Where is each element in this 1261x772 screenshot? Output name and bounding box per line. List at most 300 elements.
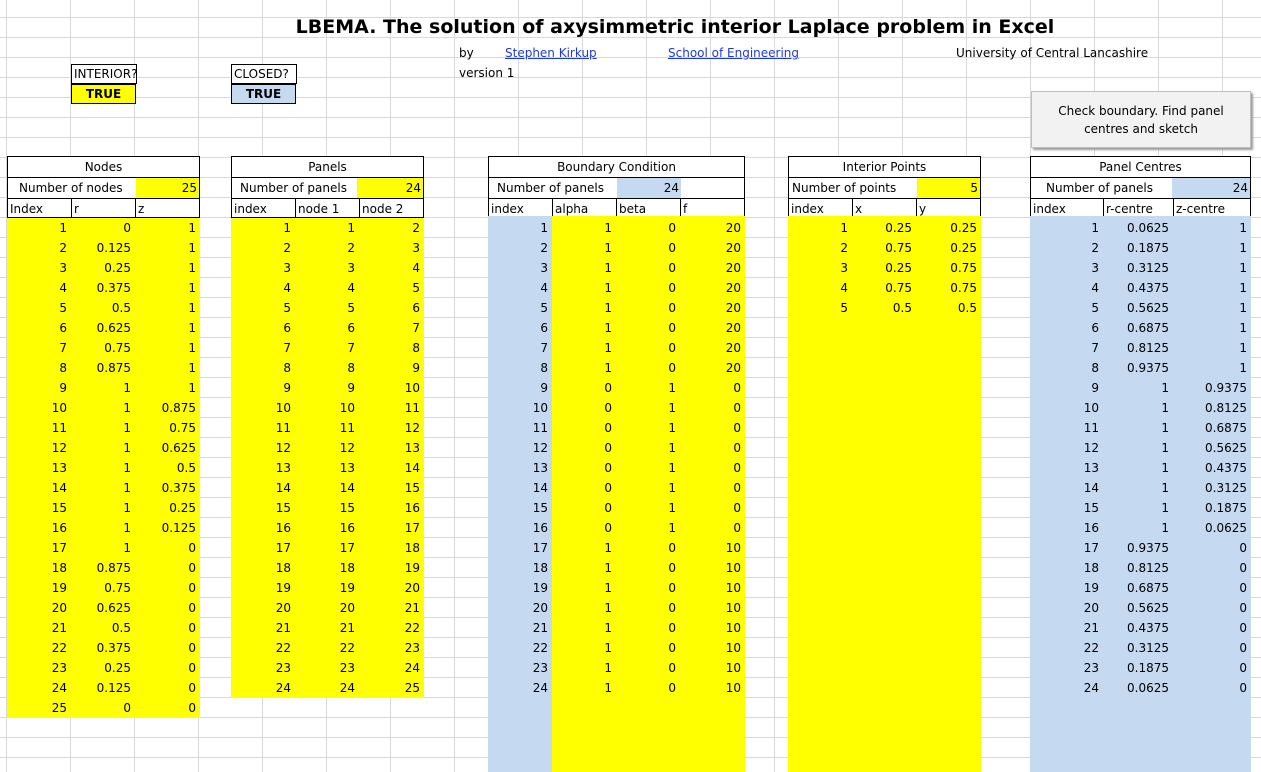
table-cell[interactable]: 3	[231, 258, 295, 278]
table-cell[interactable]: 3	[488, 258, 552, 278]
table-cell[interactable]: 0.6875	[1103, 578, 1173, 598]
table-cell[interactable]: 0	[680, 418, 745, 438]
table-cell[interactable]: 1	[552, 358, 616, 378]
table-cell[interactable]: 0	[616, 638, 680, 658]
table-cell[interactable]: 1	[135, 238, 200, 258]
table-cell[interactable]: 19	[488, 578, 552, 598]
table-cell[interactable]: 0	[135, 578, 200, 598]
table-cell[interactable]: 15	[1030, 498, 1103, 518]
table-cell[interactable]: 1	[552, 598, 616, 618]
table-cell[interactable]: 0	[680, 378, 745, 398]
check-boundary-button[interactable]	[1031, 91, 1251, 148]
table-cell[interactable]: 1	[1103, 498, 1173, 518]
table-cell[interactable]: 1	[1103, 398, 1173, 418]
table-cell[interactable]: 22	[7, 638, 71, 658]
table-cell[interactable]: 1	[1173, 358, 1251, 378]
table-cell[interactable]: 0	[680, 458, 745, 478]
table-cell[interactable]: 0	[552, 378, 616, 398]
table-cell[interactable]: 0.0625	[1103, 218, 1173, 238]
table-cell[interactable]: 1	[552, 338, 616, 358]
table-cell[interactable]: 8	[295, 358, 359, 378]
table-cell[interactable]: 2	[1030, 238, 1103, 258]
table-cell[interactable]: 1	[616, 438, 680, 458]
table-cell[interactable]: 0	[1173, 618, 1251, 638]
table-cell[interactable]: 9	[359, 358, 424, 378]
table-cell[interactable]: 10	[359, 378, 424, 398]
table-cell[interactable]: 0.875	[135, 398, 200, 418]
table-cell[interactable]: 1	[552, 578, 616, 598]
table-cell[interactable]: 6	[359, 298, 424, 318]
table-cell[interactable]: 1	[1173, 238, 1251, 258]
table-cell[interactable]: 24	[488, 678, 552, 698]
table-cell[interactable]: 21	[1030, 618, 1103, 638]
table-cell[interactable]: 1	[135, 298, 200, 318]
table-cell[interactable]: 24	[1030, 678, 1103, 698]
table-cell[interactable]: 3	[295, 258, 359, 278]
table-cell[interactable]: 0	[616, 218, 680, 238]
table-cell[interactable]: 10	[680, 678, 745, 698]
table-cell[interactable]: 0	[135, 658, 200, 678]
table-cell[interactable]: 20	[488, 598, 552, 618]
table-cell[interactable]: 24	[7, 678, 71, 698]
table-cell[interactable]: 0.0625	[1103, 678, 1173, 698]
table-cell[interactable]: 15	[7, 498, 71, 518]
table-cell[interactable]: 0.5	[135, 458, 200, 478]
table-cell[interactable]: 0	[680, 438, 745, 458]
table-cell[interactable]: 0.9375	[1103, 538, 1173, 558]
table-cell[interactable]: 0.1875	[1173, 498, 1251, 518]
table-cell[interactable]: 10	[680, 598, 745, 618]
table-cell[interactable]: 0	[616, 618, 680, 638]
table-cell[interactable]: 22	[488, 638, 552, 658]
table-cell[interactable]: 1	[71, 438, 135, 458]
table-cell[interactable]: 0.125	[135, 518, 200, 538]
table-cell[interactable]: 22	[1030, 638, 1103, 658]
table-cell[interactable]: 9	[488, 378, 552, 398]
table-cell[interactable]: 20	[680, 318, 745, 338]
table-cell[interactable]: 1	[295, 218, 359, 238]
table-cell[interactable]: 1	[71, 498, 135, 518]
table-cell[interactable]: 1	[1103, 518, 1173, 538]
table-cell[interactable]: 0.25	[916, 218, 981, 238]
table-cell[interactable]: 0.5	[852, 298, 916, 318]
table-cell[interactable]: 0	[616, 538, 680, 558]
table-cell[interactable]: 0.625	[135, 438, 200, 458]
table-cell[interactable]: 11	[488, 418, 552, 438]
table-cell[interactable]: 20	[680, 278, 745, 298]
table-cell[interactable]: 19	[359, 558, 424, 578]
table-cell[interactable]: 8	[7, 358, 71, 378]
table-cell[interactable]: 11	[7, 418, 71, 438]
table-cell[interactable]: 1	[1030, 218, 1103, 238]
table-cell[interactable]: 0.8125	[1103, 338, 1173, 358]
table-cell[interactable]: 5	[231, 298, 295, 318]
table-cell[interactable]: 1	[135, 338, 200, 358]
table-cell[interactable]: 15	[295, 498, 359, 518]
table-cell[interactable]: 16	[7, 518, 71, 538]
table-cell[interactable]: 1	[616, 498, 680, 518]
table-cell[interactable]: 18	[359, 538, 424, 558]
table-cell[interactable]: 17	[1030, 538, 1103, 558]
table-cell[interactable]: 20	[680, 338, 745, 358]
table-cell[interactable]: 20	[7, 598, 71, 618]
table-cell[interactable]: 1	[71, 418, 135, 438]
table-cell[interactable]: 23	[295, 658, 359, 678]
table-cell[interactable]: 20	[680, 358, 745, 378]
table-cell[interactable]: 1	[552, 238, 616, 258]
table-cell[interactable]: 8	[359, 338, 424, 358]
table-cell[interactable]: 0.75	[852, 278, 916, 298]
table-cell[interactable]: 10	[680, 638, 745, 658]
table-cell[interactable]: 1	[616, 458, 680, 478]
table-cell[interactable]: 23	[1030, 658, 1103, 678]
table-cell[interactable]: 22	[231, 638, 295, 658]
author-link[interactable]: Stephen Kirkup	[505, 46, 597, 60]
table-cell[interactable]: 2	[359, 218, 424, 238]
table-cell[interactable]: 12	[359, 418, 424, 438]
table-cell[interactable]: 10	[680, 658, 745, 678]
table-cell[interactable]: 0.9375	[1173, 378, 1251, 398]
table-cell[interactable]: 4	[488, 278, 552, 298]
table-cell[interactable]: 24	[231, 678, 295, 698]
table-cell[interactable]: 0.5625	[1103, 598, 1173, 618]
table-cell[interactable]: 10	[295, 398, 359, 418]
table-cell[interactable]: 20	[680, 218, 745, 238]
table-cell[interactable]: 0	[552, 398, 616, 418]
table-cell[interactable]: 5	[295, 298, 359, 318]
table-cell[interactable]: 25	[7, 698, 71, 718]
table-cell[interactable]: 21	[231, 618, 295, 638]
table-cell[interactable]: 14	[488, 478, 552, 498]
table-cell[interactable]: 6	[488, 318, 552, 338]
table-cell[interactable]: 0.8125	[1103, 558, 1173, 578]
table-cell[interactable]: 0.1875	[1103, 658, 1173, 678]
panels-count-cell[interactable]: 24	[357, 178, 423, 198]
table-cell[interactable]: 4	[359, 258, 424, 278]
table-cell[interactable]: 1	[488, 218, 552, 238]
table-cell[interactable]: 9	[295, 378, 359, 398]
table-cell[interactable]: 0.875	[71, 358, 135, 378]
table-cell[interactable]: 5	[488, 298, 552, 318]
table-cell[interactable]: 7	[231, 338, 295, 358]
table-cell[interactable]: 21	[7, 618, 71, 638]
table-cell[interactable]: 3	[788, 258, 852, 278]
table-cell[interactable]: 9	[7, 378, 71, 398]
table-cell[interactable]: 0	[616, 558, 680, 578]
interior-points-count-cell[interactable]: 5	[917, 178, 980, 198]
table-cell[interactable]: 13	[359, 438, 424, 458]
table-cell[interactable]: 2	[231, 238, 295, 258]
table-cell[interactable]: 12	[488, 438, 552, 458]
table-cell[interactable]: 0	[680, 518, 745, 538]
interior-value-cell[interactable]: TRUE	[71, 84, 136, 104]
table-cell[interactable]: 16	[295, 518, 359, 538]
table-cell[interactable]: 0.375	[135, 478, 200, 498]
table-cell[interactable]: 0	[616, 678, 680, 698]
table-cell[interactable]: 0	[1173, 678, 1251, 698]
table-cell[interactable]: 25	[359, 678, 424, 698]
table-cell[interactable]: 7	[1030, 338, 1103, 358]
table-cell[interactable]: 1	[135, 258, 200, 278]
table-cell[interactable]: 0	[552, 498, 616, 518]
table-cell[interactable]: 0	[1173, 658, 1251, 678]
table-cell[interactable]: 14	[7, 478, 71, 498]
table-cell[interactable]: 1	[552, 618, 616, 638]
nodes-count-cell[interactable]: 25	[136, 178, 199, 198]
table-cell[interactable]: 20	[680, 298, 745, 318]
table-cell[interactable]: 4	[1030, 278, 1103, 298]
table-cell[interactable]: 0.125	[71, 238, 135, 258]
table-cell[interactable]: 0	[135, 598, 200, 618]
table-cell[interactable]: 6	[1030, 318, 1103, 338]
table-cell[interactable]: 21	[295, 618, 359, 638]
table-cell[interactable]: 4	[231, 278, 295, 298]
table-cell[interactable]: 0	[135, 678, 200, 698]
table-cell[interactable]: 1	[71, 478, 135, 498]
table-cell[interactable]: 7	[359, 318, 424, 338]
table-cell[interactable]: 20	[295, 598, 359, 618]
table-cell[interactable]: 0.25	[135, 498, 200, 518]
table-cell[interactable]: 0	[135, 558, 200, 578]
table-cell[interactable]: 6	[231, 318, 295, 338]
table-cell[interactable]: 0.875	[71, 558, 135, 578]
table-cell[interactable]: 0	[1173, 538, 1251, 558]
table-cell[interactable]: 16	[1030, 518, 1103, 538]
table-cell[interactable]: 1	[616, 378, 680, 398]
table-cell[interactable]: 13	[7, 458, 71, 478]
table-cell[interactable]: 1	[552, 638, 616, 658]
table-cell[interactable]: 0.6875	[1173, 418, 1251, 438]
table-cell[interactable]: 10	[680, 618, 745, 638]
table-cell[interactable]: 13	[488, 458, 552, 478]
table-cell[interactable]: 10	[1030, 398, 1103, 418]
table-cell[interactable]: 1	[1103, 378, 1173, 398]
table-cell[interactable]: 1	[135, 218, 200, 238]
table-cell[interactable]: 0	[552, 438, 616, 458]
table-cell[interactable]: 10	[680, 538, 745, 558]
table-cell[interactable]: 2	[295, 238, 359, 258]
table-cell[interactable]: 0.25	[852, 218, 916, 238]
table-cell[interactable]: 0.5	[71, 618, 135, 638]
table-cell[interactable]: 3	[359, 238, 424, 258]
table-cell[interactable]: 0	[616, 318, 680, 338]
table-cell[interactable]: 17	[7, 538, 71, 558]
table-cell[interactable]: 2	[488, 238, 552, 258]
table-cell[interactable]: 6	[7, 318, 71, 338]
table-cell[interactable]: 13	[295, 458, 359, 478]
table-cell[interactable]: 17	[295, 538, 359, 558]
table-cell[interactable]: 16	[359, 498, 424, 518]
table-cell[interactable]: 4	[7, 278, 71, 298]
table-cell[interactable]: 13	[231, 458, 295, 478]
table-cell[interactable]: 14	[1030, 478, 1103, 498]
table-cell[interactable]: 24	[295, 678, 359, 698]
table-cell[interactable]: 22	[295, 638, 359, 658]
table-cell[interactable]: 11	[295, 418, 359, 438]
table-cell[interactable]: 10	[488, 398, 552, 418]
table-cell[interactable]: 7	[295, 338, 359, 358]
table-cell[interactable]: 3	[7, 258, 71, 278]
table-cell[interactable]: 0	[680, 478, 745, 498]
table-cell[interactable]: 1	[616, 478, 680, 498]
table-cell[interactable]: 10	[231, 398, 295, 418]
table-cell[interactable]: 1	[552, 538, 616, 558]
table-cell[interactable]: 23	[359, 638, 424, 658]
table-cell[interactable]: 5	[359, 278, 424, 298]
table-cell[interactable]: 0	[552, 458, 616, 478]
table-cell[interactable]: 4	[788, 278, 852, 298]
table-cell[interactable]: 1	[71, 458, 135, 478]
table-cell[interactable]: 7	[7, 338, 71, 358]
table-cell[interactable]: 1	[552, 258, 616, 278]
table-cell[interactable]: 24	[359, 658, 424, 678]
table-cell[interactable]: 9	[1030, 378, 1103, 398]
table-cell[interactable]: 8	[231, 358, 295, 378]
table-cell[interactable]: 1	[1173, 258, 1251, 278]
table-cell[interactable]: 0	[1173, 558, 1251, 578]
table-cell[interactable]: 6	[295, 318, 359, 338]
table-cell[interactable]: 20	[680, 238, 745, 258]
table-cell[interactable]: 18	[295, 558, 359, 578]
table-cell[interactable]: 0.5	[71, 298, 135, 318]
table-cell[interactable]: 0	[616, 578, 680, 598]
table-cell[interactable]: 9	[231, 378, 295, 398]
table-cell[interactable]: 0.625	[71, 318, 135, 338]
table-cell[interactable]: 0	[680, 398, 745, 418]
table-cell[interactable]: 1	[71, 398, 135, 418]
table-cell[interactable]: 1	[135, 278, 200, 298]
table-cell[interactable]: 1	[71, 538, 135, 558]
table-cell[interactable]: 0.5625	[1173, 438, 1251, 458]
table-cell[interactable]: 1	[135, 378, 200, 398]
table-cell[interactable]: 3	[1030, 258, 1103, 278]
table-cell[interactable]: 10	[680, 578, 745, 598]
table-cell[interactable]: 19	[295, 578, 359, 598]
table-cell[interactable]: 8	[488, 358, 552, 378]
table-cell[interactable]: 0.75	[916, 278, 981, 298]
table-cell[interactable]: 19	[1030, 578, 1103, 598]
table-cell[interactable]: 18	[488, 558, 552, 578]
table-cell[interactable]: 0	[616, 298, 680, 318]
table-cell[interactable]: 23	[488, 658, 552, 678]
table-cell[interactable]: 18	[1030, 558, 1103, 578]
table-cell[interactable]: 17	[231, 538, 295, 558]
table-cell[interactable]: 1	[616, 418, 680, 438]
table-cell[interactable]: 11	[1030, 418, 1103, 438]
table-cell[interactable]: 11	[359, 398, 424, 418]
table-cell[interactable]: 19	[231, 578, 295, 598]
table-cell[interactable]: 1	[1103, 458, 1173, 478]
table-cell[interactable]: 0	[135, 538, 200, 558]
table-cell[interactable]: 17	[359, 518, 424, 538]
table-cell[interactable]: 0	[616, 238, 680, 258]
table-cell[interactable]: 0	[552, 418, 616, 438]
table-cell[interactable]: 0	[616, 358, 680, 378]
table-cell[interactable]: 1	[1173, 298, 1251, 318]
table-cell[interactable]: 0.4375	[1103, 618, 1173, 638]
table-cell[interactable]: 0	[616, 258, 680, 278]
table-cell[interactable]: 0.1875	[1103, 238, 1173, 258]
table-cell[interactable]: 15	[231, 498, 295, 518]
table-cell[interactable]: 0.25	[71, 658, 135, 678]
table-cell[interactable]: 5	[7, 298, 71, 318]
table-cell[interactable]: 0	[680, 498, 745, 518]
table-cell[interactable]: 0.75	[852, 238, 916, 258]
table-cell[interactable]: 0.9375	[1103, 358, 1173, 378]
table-cell[interactable]: 12	[231, 438, 295, 458]
table-cell[interactable]: 0	[1173, 638, 1251, 658]
table-cell[interactable]: 0.8125	[1173, 398, 1251, 418]
closed-value-cell[interactable]: TRUE	[231, 84, 296, 104]
table-cell[interactable]: 1	[1103, 418, 1173, 438]
table-cell[interactable]: 1	[71, 378, 135, 398]
table-cell[interactable]: 0	[552, 518, 616, 538]
table-cell[interactable]: 1	[616, 398, 680, 418]
table-cell[interactable]: 1	[552, 318, 616, 338]
table-cell[interactable]: 1	[1173, 278, 1251, 298]
table-cell[interactable]: 20	[680, 258, 745, 278]
table-cell[interactable]: 12	[1030, 438, 1103, 458]
table-cell[interactable]: 21	[359, 598, 424, 618]
table-cell[interactable]: 2	[788, 238, 852, 258]
table-cell[interactable]: 0.5	[916, 298, 981, 318]
table-cell[interactable]: 14	[231, 478, 295, 498]
table-cell[interactable]: 1	[788, 218, 852, 238]
table-cell[interactable]: 0.75	[135, 418, 200, 438]
table-cell[interactable]: 0.6875	[1103, 318, 1173, 338]
table-cell[interactable]: 0	[71, 218, 135, 238]
table-cell[interactable]: 1	[1173, 218, 1251, 238]
table-cell[interactable]: 4	[295, 278, 359, 298]
table-cell[interactable]: 0	[552, 478, 616, 498]
table-cell[interactable]: 1	[231, 218, 295, 238]
table-cell[interactable]: 0	[135, 638, 200, 658]
table-cell[interactable]: 1	[616, 518, 680, 538]
table-cell[interactable]: 12	[7, 438, 71, 458]
table-cell[interactable]: 14	[359, 458, 424, 478]
table-cell[interactable]: 23	[7, 658, 71, 678]
table-cell[interactable]: 0.125	[71, 678, 135, 698]
table-cell[interactable]: 0	[616, 658, 680, 678]
table-cell[interactable]: 1	[552, 298, 616, 318]
table-cell[interactable]: 1	[552, 278, 616, 298]
table-cell[interactable]: 0.4375	[1173, 458, 1251, 478]
table-cell[interactable]: 1	[1173, 338, 1251, 358]
table-cell[interactable]: 1	[135, 358, 200, 378]
table-cell[interactable]: 5	[1030, 298, 1103, 318]
school-link[interactable]: School of Engineering	[668, 46, 800, 60]
table-cell[interactable]: 10	[7, 398, 71, 418]
table-cell[interactable]: 0.25	[71, 258, 135, 278]
table-cell[interactable]: 0.5625	[1103, 298, 1173, 318]
table-cell[interactable]: 1	[1103, 478, 1173, 498]
table-cell[interactable]: 2	[7, 238, 71, 258]
table-cell[interactable]: 1	[552, 558, 616, 578]
table-cell[interactable]: 0.25	[916, 238, 981, 258]
table-cell[interactable]: 0.4375	[1103, 278, 1173, 298]
table-cell[interactable]: 20	[231, 598, 295, 618]
table-cell[interactable]: 0.375	[71, 278, 135, 298]
table-cell[interactable]: 0	[1173, 578, 1251, 598]
table-cell[interactable]: 16	[231, 518, 295, 538]
table-cell[interactable]: 0.0625	[1173, 518, 1251, 538]
table-cell[interactable]: 22	[359, 618, 424, 638]
table-cell[interactable]: 1	[552, 678, 616, 698]
table-cell[interactable]: 14	[295, 478, 359, 498]
table-cell[interactable]: 13	[1030, 458, 1103, 478]
table-cell[interactable]: 20	[1030, 598, 1103, 618]
table-cell[interactable]: 15	[359, 478, 424, 498]
